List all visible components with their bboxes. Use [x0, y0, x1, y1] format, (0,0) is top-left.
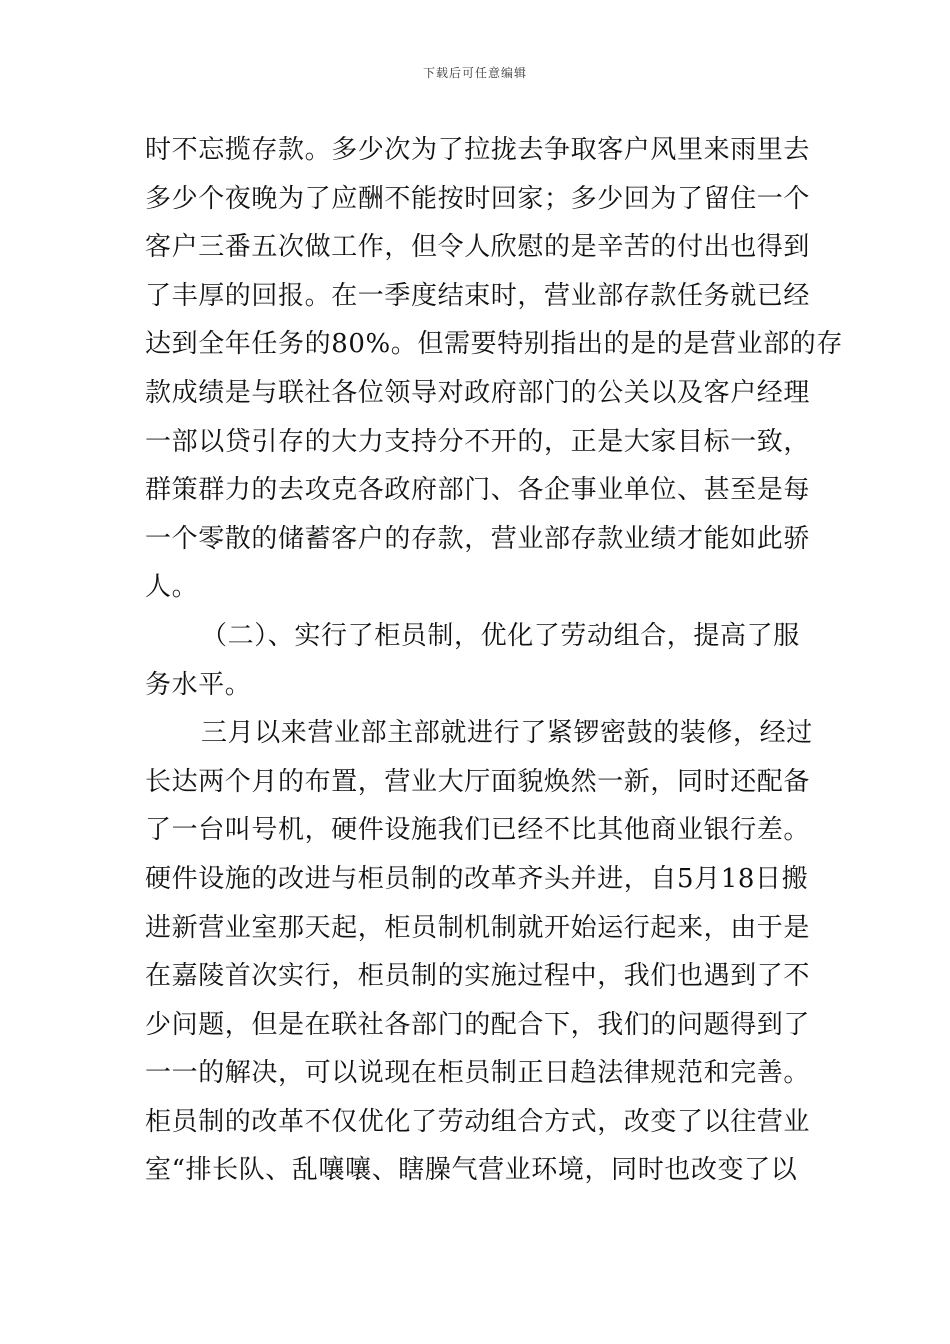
text-line: 在嘉陵首次实行，柜员制的实施过程中，我们也遇到了不 — [145, 961, 811, 992]
text-line: 一一的解决，可以说现在柜员制正日趋法律规范和完善。 — [145, 1058, 811, 1089]
text-line: 款成绩是与联社各位领导对政府部门的公关以及客户经理 — [145, 377, 811, 408]
text-line: 进新营业室那天起，柜员制机制就开始运行起来，由于是 — [145, 912, 811, 943]
text-line: 了丰厚的回报。在一季度结束时，营业部存款任务就已经 — [145, 280, 811, 311]
text-line: 客户三番五次做工作，但令人欣慰的是辛苦的付出也得到 — [145, 232, 811, 263]
text-line: 群策群力的去攻克各政府部门、各企事业单位、甚至是每 — [145, 475, 811, 506]
text-line: 硬件设施的改进与柜员制的改革齐头并进，自5月18日搬 — [145, 863, 809, 894]
text-line: 了一台叫号机，硬件设施我们已经不比其他商业银行差。 — [145, 815, 811, 846]
text-line: 少问题，但是在联社各部门的配合下，我们的问题得到了 — [145, 1009, 811, 1040]
text-line: 长达两个月的布置，营业大厅面貌焕然一新，同时还配备 — [145, 766, 811, 797]
text-line: 达到全年任务的80%。但需要特别指出的是的是营业部的存 — [145, 329, 843, 360]
body-text — [145, 126, 843, 1195]
text-line: 人。 — [145, 572, 199, 603]
text-line: 柜员制的改革不仅优化了劳动组合方式，改变了以往营业 — [145, 1106, 811, 1137]
text-line: 室“排长队、乱嚷嚷、瞎臊气营业环境，同时也改变了以 — [145, 1155, 798, 1186]
text-line: 务水平。 — [145, 669, 252, 700]
text-line: 多少个夜晚为了应酬不能按时回家；多少回为了留住一个 — [145, 183, 811, 214]
section-heading: （二）、实行了柜员制，优化了劳动组合，提高了服 — [201, 620, 800, 651]
text-line: 时不忘揽存款。多少次为了拉拢去争取客户风里来雨里去 — [145, 135, 811, 165]
text-line: 一部以贷引存的大力支持分不开的，正是大家目标一致， — [145, 426, 811, 457]
page-header: 下载后可任意编辑 — [422, 66, 527, 80]
paragraph-start: 三月以来营业部主部就进行了紧锣密鼓的装修，经过 — [201, 718, 813, 749]
text-line: 一个零散的储蓄客户的存款，营业部存款业绩才能如此骄 — [145, 523, 811, 554]
